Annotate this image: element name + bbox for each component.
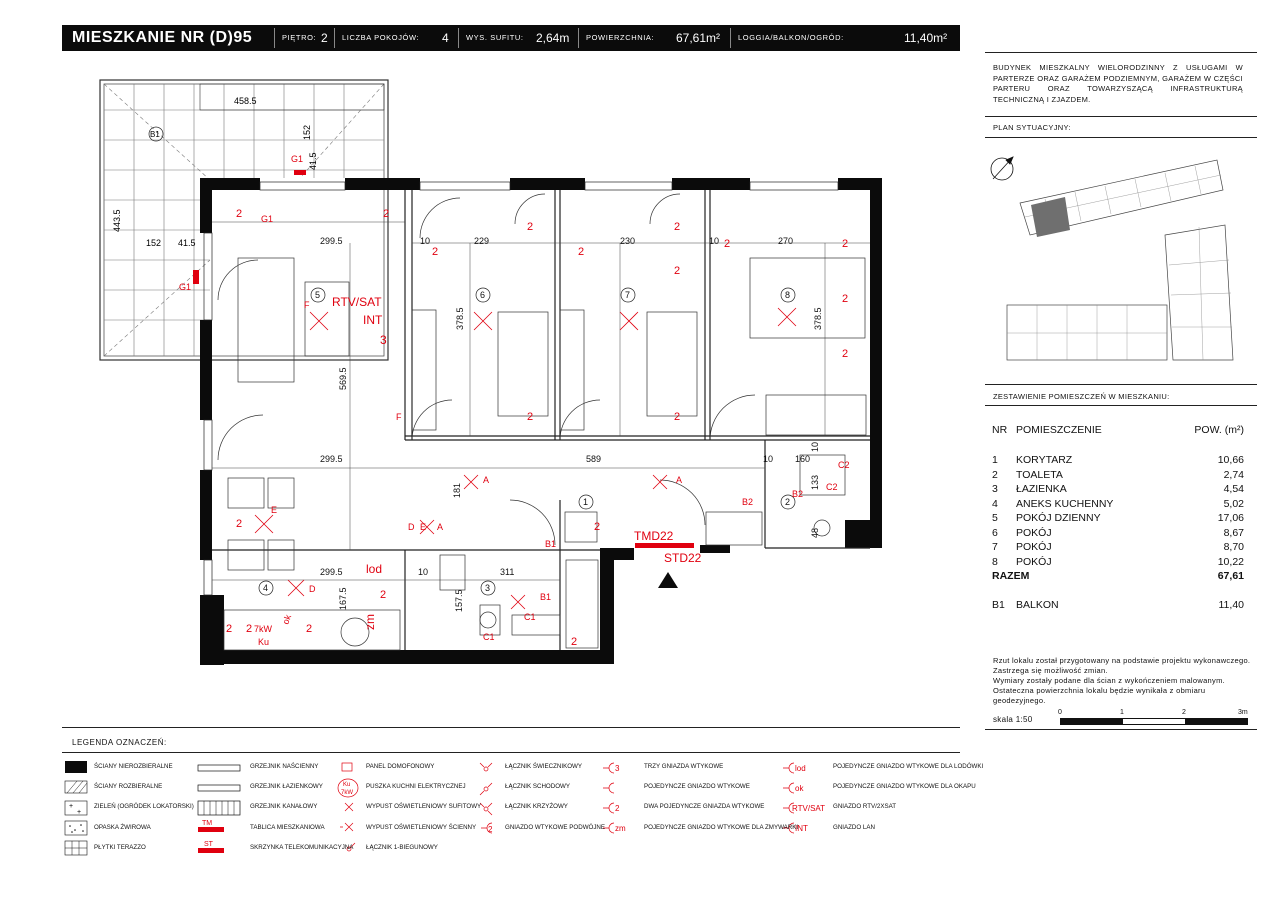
legend-item: ŁĄCZNIK 1-BIEGUNOWY: [366, 844, 438, 851]
svg-text:2: 2: [724, 238, 731, 250]
svg-text:D: D: [309, 584, 316, 594]
legend-item: PŁYTKI TERAZZO: [94, 844, 146, 851]
svg-text:lod: lod: [366, 562, 383, 576]
svg-text:378.5: 378.5: [813, 307, 823, 330]
entrance-arrow: [658, 572, 678, 588]
svg-text:B2: B2: [792, 489, 804, 499]
svg-text:443.5: 443.5: [112, 209, 122, 232]
site-plan: [985, 145, 1257, 380]
room-area: 4,54: [1223, 483, 1244, 495]
svg-text:7kW: 7kW: [254, 624, 272, 634]
room-name: ANEKS KUCHENNY: [1016, 497, 1114, 510]
svg-text:2: 2: [236, 208, 243, 220]
svg-text:B1: B1: [545, 539, 557, 549]
divider: [985, 405, 1257, 406]
scale-tick: 3m: [1238, 709, 1248, 716]
table-header: [992, 424, 1248, 438]
legend-item: ZIELEŃ (OGRÓDEK LOKATORSKI): [94, 803, 194, 810]
table-row: [992, 556, 1248, 570]
svg-text:2: 2: [842, 238, 849, 250]
svg-text:10: 10: [810, 441, 820, 452]
svg-text:2: 2: [306, 623, 313, 635]
divider: [578, 28, 579, 48]
legend-item: ŚCIANY ROZBIERALNE: [94, 783, 163, 790]
legend-item: PANEL DOMOFONOWY: [366, 763, 435, 770]
svg-text:167.5: 167.5: [338, 587, 348, 610]
svg-text:G1: G1: [291, 154, 304, 164]
room-nr: 3: [992, 483, 998, 495]
divider: [985, 116, 1257, 117]
svg-text:2: 2: [578, 246, 585, 258]
table-row: [992, 512, 1248, 526]
legend-item: GRZEJNIK ŁAZIENKOWY: [250, 783, 323, 790]
svg-text:152: 152: [146, 238, 162, 248]
svg-text:G1: G1: [261, 214, 274, 224]
svg-text:A: A: [483, 475, 490, 485]
svg-text:4: 4: [263, 583, 269, 593]
divider: [274, 28, 275, 48]
svg-text:F: F: [396, 412, 402, 422]
legend-item: ŚCIANY NIEROZBIERALNE: [94, 763, 173, 770]
svg-text:TMD22: TMD22: [634, 529, 674, 543]
svg-text:2: 2: [226, 623, 233, 635]
room-nr: 5: [992, 512, 998, 524]
svg-text:10: 10: [709, 236, 720, 246]
room-name: POKÓJ: [1016, 541, 1052, 553]
legend-item: ŁĄCZNIK KRZYŻOWY: [505, 803, 568, 810]
svg-text:2: 2: [380, 589, 387, 601]
lan-socket-symbol: INT: [795, 824, 808, 833]
legend-item: OPASKA ŻWIROWA: [94, 824, 151, 831]
total-area: 67,61: [1217, 570, 1244, 582]
interior-walls: [212, 190, 870, 650]
balcony-grid: [100, 80, 388, 360]
loggia-value: 11,40m²: [904, 31, 948, 45]
legend-item: TRZY GNIAZDA WTYKOWE: [644, 763, 724, 770]
table-row: [992, 469, 1248, 483]
svg-text:10: 10: [420, 236, 431, 246]
double-socket-symbol: 2: [488, 825, 493, 834]
room-area: 2,74: [1223, 468, 1244, 481]
legend-item: DWA POJEDYNCZE GNIAZDA WTYKOWE: [644, 803, 765, 810]
legend-item: POJEDYNCZE GNIAZDO WTYKOWE: [644, 783, 750, 790]
room-area: 8,67: [1223, 526, 1244, 539]
apartment-title: MIESZKANIE NR (D)95: [72, 29, 253, 46]
floor-plan: [62, 60, 892, 675]
svg-text:INT: INT: [363, 313, 383, 327]
total-label: RAZEM: [992, 570, 1030, 582]
room-nr: 6: [992, 526, 998, 539]
room-area: 5,02: [1223, 497, 1244, 510]
balcony-name: BALKON: [1016, 599, 1059, 611]
table-row: [992, 498, 1248, 512]
svg-text:157.5: 157.5: [454, 589, 464, 612]
note-line: Rzut lokalu został przygotowany na podstawie projektu wykonawczego.: [993, 656, 1251, 665]
svg-text:F: F: [304, 300, 310, 310]
legend-item: TABLICA MIESZKANIOWA: [250, 824, 325, 831]
room-nr: 4: [992, 497, 998, 510]
svg-text:2: 2: [842, 293, 849, 305]
room-name: POKÓJ: [1016, 526, 1052, 539]
room-area: 10,22: [1217, 555, 1244, 568]
tm-symbol: TM: [202, 820, 213, 827]
legend-item: SKRZYNKA TELEKOMUNIKACYJNA: [250, 844, 354, 851]
building-description: BUDYNEK MIESZKALNY WIELORODZINNY Z USŁUGAMI W PARTERZE ORAZ GARAŻEM PODZIEMNYM, GARAŻEM W CZĘŚCI PARTERU ORAZ TOWARZYSZĄCĄ INFRASTRUKTURĄ TECHNICZNĄ I ZJAZDEM.: [993, 63, 1243, 104]
svg-text:2: 2: [594, 521, 601, 533]
legend-item: WYPUST OŚWIETLENIOWY SUFITOWY: [366, 803, 482, 810]
svg-text:E: E: [420, 522, 427, 532]
scale-label: skala 1:50: [993, 715, 1033, 724]
svg-text:A: A: [437, 522, 444, 532]
note-line: Ostateczna powierzchnia lokalu będzie wynikała z obmiaru: [993, 686, 1206, 695]
st-symbol: ST: [204, 841, 213, 848]
rooms-value: 4: [442, 31, 449, 45]
balcony-nr: B1: [992, 599, 1005, 611]
svg-text:B1: B1: [150, 130, 160, 139]
divider: [985, 52, 1257, 53]
7kw-symbol: 7kW: [341, 790, 353, 796]
fridge-socket-symbol: lod: [795, 764, 806, 773]
svg-text:10: 10: [418, 567, 429, 577]
svg-text:230: 230: [620, 236, 636, 246]
site-plan-label: PLAN SYTUACYJNY:: [993, 123, 1071, 132]
legend-item: ŁĄCZNIK SCHODOWY: [505, 783, 570, 790]
ceiling-label: WYS. SUFITU:: [466, 33, 524, 42]
floor-value: 2: [321, 31, 328, 45]
legend-item: GRZEJNIK KANAŁOWY: [250, 803, 318, 810]
furniture: [218, 194, 866, 650]
svg-text:160: 160: [795, 454, 811, 464]
windows: [204, 182, 838, 595]
svg-text:2: 2: [527, 411, 534, 423]
rooms-heading: ZESTAWIENIE POMIESZCZEŃ W MIESZKANIU:: [993, 392, 1170, 401]
legend-item: GRZEJNIK NAŚCIENNY: [250, 763, 319, 770]
dishwasher-socket-symbol: zm: [615, 824, 626, 833]
svg-text:+: +: [69, 803, 74, 810]
svg-text:299.5: 299.5: [320, 236, 343, 246]
svg-text:2: 2: [842, 348, 849, 360]
legend-item: GNIAZDO RTV/2XSAT: [833, 803, 897, 810]
svg-text:3: 3: [485, 583, 491, 593]
note-line: Zastrzega się możliwość zmian.: [993, 666, 1108, 675]
table-row: [992, 454, 1248, 468]
two-socket-symbol: 2: [615, 804, 620, 813]
room-nr: 7: [992, 541, 998, 553]
svg-text:B1: B1: [540, 592, 552, 602]
svg-text:2: 2: [527, 221, 534, 233]
svg-text:2: 2: [236, 518, 243, 530]
hood-socket-symbol: ok: [795, 784, 804, 793]
legend-item: POJEDYNCZE GNIAZDO WTYKOWE DLA ZMYWARKI: [644, 824, 799, 831]
svg-text:458.5: 458.5: [234, 96, 257, 106]
svg-text:2: 2: [571, 636, 578, 648]
svg-text:133: 133: [810, 474, 820, 490]
table-row: [992, 541, 1248, 555]
total-row: [992, 570, 1248, 584]
svg-text:2: 2: [246, 623, 253, 635]
compass-icon: [991, 157, 1013, 180]
svg-text:229: 229: [474, 236, 490, 246]
floor-label: PIĘTRO:: [282, 33, 317, 42]
svg-text:181: 181: [452, 482, 462, 498]
svg-text:A: A: [676, 475, 683, 485]
legend-title: LEGENDA OZNACZEŃ:: [72, 738, 167, 747]
svg-text:C2: C2: [826, 482, 838, 492]
svg-text:B2: B2: [742, 497, 754, 507]
room-nr: 2: [992, 468, 998, 481]
three-socket-symbol: 3: [615, 764, 620, 773]
svg-text:378.5: 378.5: [455, 307, 465, 330]
note-line: Wymiary zostały podane dla ścian z wykończeniem malowanym.: [993, 676, 1225, 685]
divider: [985, 137, 1257, 138]
ceiling-value: 2,64m: [536, 31, 570, 45]
svg-text:299.5: 299.5: [320, 454, 343, 464]
svg-text:C1: C1: [483, 632, 495, 642]
room-name: ŁAZIENKA: [1016, 483, 1067, 495]
room-name: TOALETA: [1016, 468, 1063, 481]
ku-symbol: Ku: [343, 782, 351, 788]
svg-text:C1: C1: [524, 612, 536, 622]
svg-text:41.5: 41.5: [178, 238, 196, 248]
svg-text:41.5: 41.5: [308, 152, 318, 170]
svg-text:7: 7: [625, 290, 631, 300]
balcony-row: [992, 599, 1248, 613]
room-name: POKÓJ DZIENNY: [1016, 512, 1101, 524]
divider: [334, 28, 335, 48]
svg-text:C2: C2: [838, 460, 850, 470]
balcony-area: 11,40: [1218, 599, 1244, 611]
legend-item: WYPUST OŚWIETLENIOWY ŚCIENNY: [366, 824, 477, 831]
divider: [62, 727, 960, 728]
svg-text:6: 6: [480, 290, 486, 300]
svg-text:2: 2: [785, 497, 791, 507]
room-area: 8,70: [1223, 541, 1244, 553]
header-area: POW. (m²): [1194, 424, 1244, 436]
room-nr: 8: [992, 555, 998, 568]
divider: [62, 752, 960, 753]
svg-text:2: 2: [383, 208, 390, 220]
svg-text:2: 2: [432, 246, 439, 258]
legend-item: PUSZKA KUCHNI ELEKTRYCZNEJ: [366, 783, 466, 790]
svg-text:311: 311: [500, 567, 515, 577]
svg-text:270: 270: [778, 236, 794, 246]
table-row: [992, 483, 1248, 497]
header-name: POMIESZCZENIE: [1016, 424, 1102, 436]
svg-text:zm: zm: [363, 614, 377, 630]
legend-item: ŁĄCZNIK ŚWIECZNIKOWY: [505, 763, 583, 770]
svg-text:5: 5: [315, 290, 321, 300]
svg-text:G1: G1: [179, 282, 192, 292]
divider: [985, 384, 1257, 385]
room-area: 17,06: [1217, 512, 1244, 524]
svg-text:E: E: [271, 505, 278, 515]
note-line: geodezyjnego.: [993, 696, 1046, 705]
header-bar: [62, 25, 960, 51]
rooms-label: LICZBA POKOJÓW:: [342, 33, 420, 42]
area-label: POWIERZCHNIA:: [586, 33, 655, 42]
divider: [985, 729, 1257, 730]
rtv-socket-symbol: RTV/SAT: [792, 804, 826, 813]
room-name: KORYTARZ: [1016, 454, 1073, 466]
svg-text:10: 10: [763, 454, 774, 464]
scale-bar: [1060, 718, 1248, 725]
room-name: POKÓJ: [1016, 555, 1052, 568]
svg-text:Ku: Ku: [258, 637, 270, 647]
svg-text:589: 589: [586, 454, 602, 464]
svg-text:48: 48: [810, 527, 820, 538]
scale-tick: 1: [1120, 709, 1124, 716]
area-value: 67,61m²: [676, 31, 721, 45]
svg-text:3: 3: [380, 333, 387, 347]
legend-item: GNIAZDO LAN: [833, 824, 875, 831]
svg-text:STD22: STD22: [664, 551, 702, 565]
svg-text:2: 2: [674, 411, 681, 423]
svg-text:8: 8: [785, 290, 791, 300]
legend-item: POJEDYNCZE GNIAZDO WTYKOWE DLA OKAPU: [833, 783, 976, 790]
svg-text:299.5: 299.5: [320, 567, 343, 577]
svg-text:2: 2: [674, 221, 681, 233]
svg-text:ok: ok: [280, 613, 294, 626]
svg-text:2: 2: [674, 265, 681, 277]
notes: [993, 656, 1253, 706]
svg-text:152: 152: [302, 124, 312, 140]
svg-text:RTV/SAT: RTV/SAT: [332, 295, 382, 309]
legend-item: GNIAZDO WTYKOWE PODWÓJNE: [505, 824, 606, 831]
svg-text:569.5: 569.5: [338, 367, 348, 390]
header-nr: NR: [992, 424, 1008, 436]
scale-tick: 2: [1182, 709, 1186, 716]
svg-text:D: D: [408, 522, 415, 532]
table-row: [992, 527, 1248, 541]
svg-text:+: +: [77, 809, 82, 816]
scale-tick: 0: [1058, 709, 1062, 716]
divider: [458, 28, 459, 48]
room-area: 10,66: [1217, 454, 1244, 466]
legend-item: POJEDYNCZE GNIAZDO WTYKOWE DLA LODÓWKI: [833, 763, 984, 770]
loggia-label: LOGGIA/BALKON/OGRÓD:: [738, 33, 844, 42]
divider: [730, 28, 731, 48]
svg-text:1: 1: [583, 497, 589, 507]
room-nr: 1: [992, 454, 998, 466]
